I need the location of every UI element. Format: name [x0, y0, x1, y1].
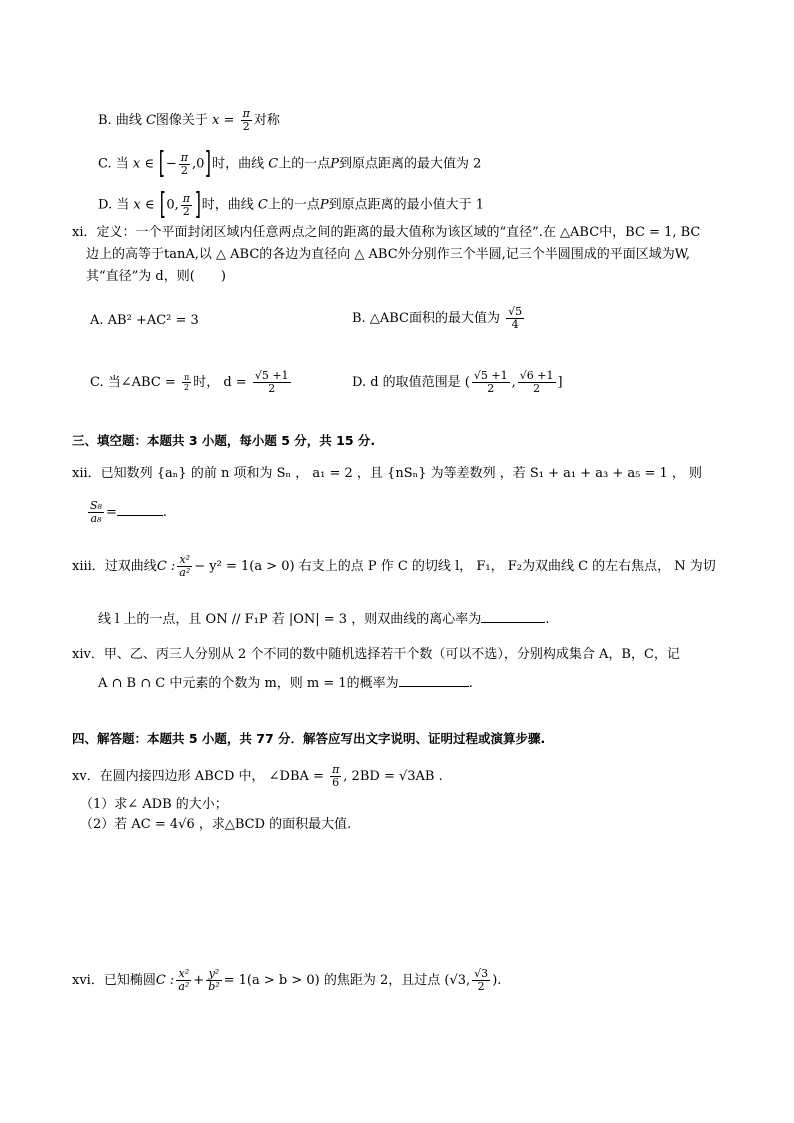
- q11-option-a: A. AB² +AC² = 3: [90, 313, 199, 328]
- left-bracket: [: [159, 187, 166, 222]
- option-c-text: 时，曲线: [212, 156, 265, 172]
- q15-sub2: （2）若 AC = 4√6 ，求△BCD 的面积最大值.: [80, 817, 352, 832]
- q14-line2-text: A ∩ B ∩ C 中元素的个数为 m，则 m = 1的概率为: [98, 676, 399, 691]
- q11-option-b-pre: B. △ABC面积的最大值为: [352, 311, 500, 326]
- frac-den: 2: [268, 382, 276, 395]
- frac-den: 2: [182, 204, 190, 218]
- q11-option-d-pre: D. d 的取值范围是 (: [352, 375, 470, 390]
- q13-line2-text: 线 l 上的一点，且 ON // F₁P 若 |ON| = 3 ，则双曲线的离心率为: [98, 612, 482, 627]
- option-d-text2: 上的一点: [267, 197, 320, 213]
- frac-den: b²: [208, 980, 220, 993]
- option-c-p: P: [330, 156, 339, 172]
- q16-fraction-x: [176, 968, 191, 993]
- option-b-mid: 图像关于: [155, 113, 208, 128]
- frac-den: 2: [487, 382, 495, 395]
- q16-fraction-y: [206, 968, 221, 993]
- option-b-prefix: B. 曲线: [98, 113, 142, 128]
- q15-sub1: （1）求∠ ADB 的大小；: [80, 797, 228, 812]
- q11-option-d-fraction-1: [472, 370, 510, 395]
- option-c: [98, 146, 482, 181]
- q13-c: C :: [156, 559, 176, 574]
- q11-option-b: [352, 306, 526, 331]
- option-b-fraction: [241, 108, 252, 133]
- q11-option-c-mid: 时， d =: [193, 375, 247, 390]
- q11-option-d-sep: ,: [511, 375, 516, 390]
- frac-num: S₈: [90, 499, 102, 512]
- frac-num: π: [180, 150, 188, 164]
- frac-num: π: [242, 107, 250, 120]
- option-c-text2: 上的一点: [278, 156, 331, 172]
- q16-pre: xvi．已知椭圆: [72, 973, 156, 988]
- q13-answer-blank[interactable]: [481, 610, 545, 623]
- option-b-suffix: 对称: [253, 113, 280, 128]
- frac-den: 4: [511, 318, 519, 331]
- q11-line2: 边上的高等于tanA,以 △ ABC的各边为直径向 △ ABC外分别作三个半圆,记三个半圆围成的平面区域为W,: [86, 247, 691, 262]
- q14-answer-blank[interactable]: [399, 674, 469, 687]
- frac-num: √5: [508, 305, 523, 318]
- option-d-c: C: [257, 197, 268, 213]
- q12-fraction: [88, 500, 104, 525]
- q16-rest: = 1(a > b > 0) 的焦距为 2，且过点 (√3,: [223, 973, 471, 988]
- frac-den: a₈: [90, 512, 102, 525]
- frac-den: 6: [332, 776, 340, 789]
- q15-post: , 2BD = √3AB .: [343, 769, 443, 784]
- right-bracket: ]: [205, 146, 212, 181]
- frac-num: x²: [177, 554, 192, 567]
- q12-eq: =: [105, 505, 117, 520]
- q16-plus: +: [193, 973, 205, 988]
- option-d-p: P: [319, 197, 329, 213]
- option-c-text3: 到原点距离的最大值为 2: [339, 156, 482, 172]
- q13-line1: [72, 554, 716, 579]
- frac-num: π: [183, 373, 190, 382]
- frac-num: π: [332, 763, 340, 776]
- frac-num: x²: [176, 968, 191, 981]
- option-d-text: 时，曲线: [201, 197, 254, 213]
- option-d-lb: 0,: [166, 197, 179, 213]
- frac-den: 2: [180, 163, 188, 177]
- option-c-in: ∈: [144, 156, 154, 172]
- option-d-in: ∈: [144, 197, 155, 213]
- frac-den: 2: [184, 383, 190, 392]
- q16-end: ).: [492, 973, 502, 988]
- q11-option-c: [90, 370, 293, 395]
- option-d-prefix: D. 当: [98, 197, 130, 213]
- frac-den: a²: [178, 980, 190, 993]
- option-b-var: C: [145, 113, 156, 128]
- q11-line1: xi．定义：一个平面封闭区域内任意两点之间的距离的最大值称为该区域的“直径”.在 △ABC中，BC = 1, BC: [72, 225, 701, 240]
- q11-option-d-end: ]: [557, 375, 563, 390]
- q11-option-c-fraction: [253, 370, 291, 395]
- q13-pre: xiii．过双曲线: [72, 559, 157, 574]
- option-b: [98, 108, 280, 133]
- section-4-heading: 四、解答题：本题共 5 小题，共 77 分．解答应写出文字说明、证明过程或演算步骤.: [72, 731, 546, 746]
- q16-c: C :: [155, 973, 175, 988]
- option-d-fraction: [181, 193, 192, 218]
- frac-num: √5 +1: [254, 369, 289, 382]
- q11-option-d-fraction-2: [518, 370, 556, 395]
- q13-rest: − y² = 1(a > 0) 右支上的点 P 作 C 的切线 l， F₁， F₂为双曲线 C 的左右焦点， N 为切: [194, 559, 716, 574]
- option-c-var: x: [132, 156, 141, 172]
- frac-den: 2: [533, 382, 541, 395]
- option-c-prefix: C. 当: [98, 156, 129, 172]
- q11-line3: 其“直径”为 d，则( ): [86, 269, 226, 284]
- frac-den: a²: [179, 566, 191, 579]
- frac-den: 2: [242, 120, 250, 133]
- q15-pre: xv．在圆内接四边形 ABCD 中， ∠DBA =: [72, 769, 324, 784]
- frac-num: √5 +1: [473, 369, 508, 382]
- q13-line2: 线 l 上的一点，且 ON // F₁P 若 |ON| = 3 ，则双曲线的离心率为 .: [98, 612, 550, 627]
- q15-line1: [72, 764, 443, 789]
- q12-line2: $\frac{\text{S₈}}{\text{a₈}}$ = .: [90, 499, 167, 525]
- option-d: [98, 187, 484, 222]
- q11-option-d: [352, 370, 563, 395]
- q16-fraction-point: [472, 968, 490, 993]
- q14-line2: A ∩ B ∩ C 中元素的个数为 m，则 m = 1的概率为 .: [98, 676, 473, 691]
- option-d-text3: 到原点距离的最小值大于 1: [328, 197, 484, 213]
- q11-option-c-angle: [182, 373, 191, 392]
- q16-line1: [72, 968, 501, 993]
- frac-num: π: [182, 191, 190, 205]
- option-c-rb: ,0: [192, 156, 205, 172]
- frac-den: 2: [477, 980, 485, 993]
- option-b-eq: x =: [212, 113, 235, 128]
- option-c-fraction: [179, 152, 190, 177]
- left-bracket: [: [158, 146, 166, 181]
- q14-line1: xiv．甲、乙、丙三人分别从 2 个不同的数中随机选择若干个数（可以不选），分别构成集合 A，B，C，记: [72, 647, 680, 662]
- section-3-heading: 三、填空题：本题共 3 小题，每小题 5 分，共 15 分.: [72, 433, 376, 448]
- q11-option-c-pre: C. 当∠ABC =: [90, 375, 180, 390]
- frac-num: y²: [206, 968, 221, 981]
- q12-line1: xii．已知数列 {aₙ} 的前 n 项和为 Sₙ ， a₁ = 2 ，且 {nSₙ} 为等差数列 ，若 S₁ + a₁ + a₃ + a₅ = 1 ， 则: [72, 466, 703, 481]
- option-d-var: x: [133, 197, 141, 213]
- q15-fraction: [330, 764, 341, 789]
- q12-answer-blank[interactable]: [117, 503, 163, 516]
- frac-num: √6 +1: [519, 369, 554, 382]
- q11-option-b-fraction: [506, 306, 524, 331]
- right-bracket: ]: [194, 187, 202, 222]
- frac-num: √3: [474, 967, 489, 980]
- option-c-c: C: [268, 156, 279, 172]
- option-c-lb: −: [165, 156, 177, 172]
- q13-fraction: [177, 554, 192, 579]
